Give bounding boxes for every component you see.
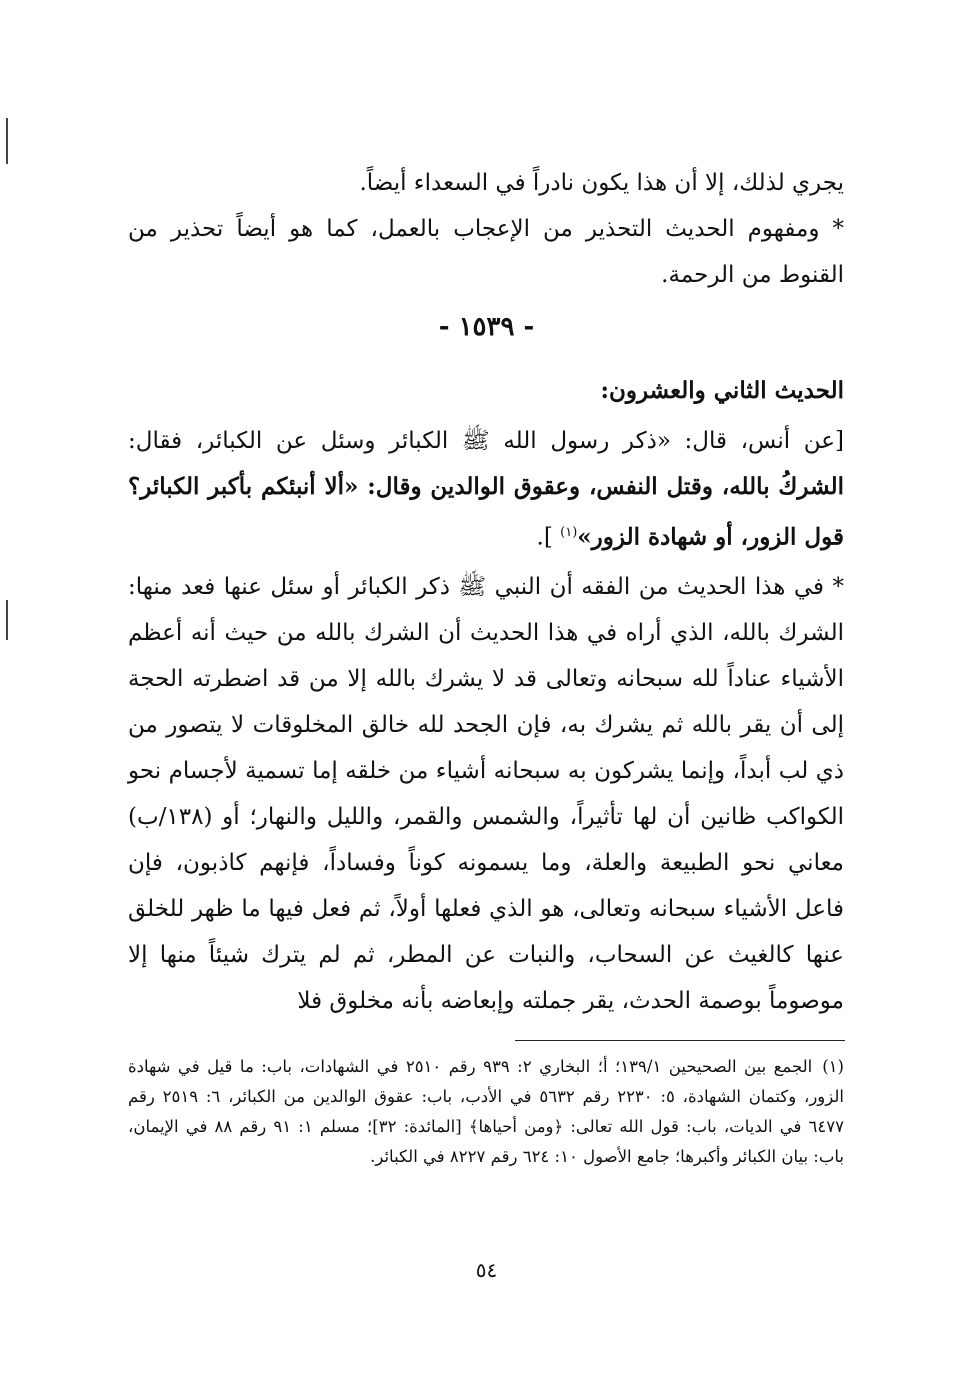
- paragraph-continuation: يجري لذلك، إلا أن هذا يكون نادراً في السعداء أيضاً.: [359, 170, 844, 196]
- commentary-paragraph: * في هذا الحديث من الفقه أن النبي ﷺ ذكر الكبائر أو سئل عنها فعد منها: الشرك بالله، الذي أراه في هذا الحديث أن الشرك بالله من حيث أنه أعظم الأشياء عناداً لله سبحانه وتعالى قد لا يشرك بالله إلا من قد اضطرته الحجة إلى أن يقر بالله ثم يشرك به، فإن الجحد لله خالق المخلوقات لا يتصور من ذي لب أبداً، وإنما يشركون به سبحانه أشياء من خلقه إما تسمية لأجسام نحو الكواكب ظانين أن لها تأثيراً، والشمس والقمر، والليل والنهار؛ أو (١٣٨/ب) معاني نحو الطبيعة والعلة، وما يسمونه كوناً وفساداً، فإنهم كاذبون، فإن فاعل الأشياء سبحانه وتعالى، هو الذي فعلها أولاً، ثم فعل فيها ما ظهر للخلق عنها كالغيث عن السحاب، والنبات عن المطر، ثم لم يترك شيئاً منها إلا موصوماً بوصمة الحدث، يقر جملته وإبعاضه بأنه مخلوق فلا: [128, 574, 845, 1014]
- section-title: الحديث الثاني والعشرون:: [600, 377, 844, 404]
- footnote-number: (١): [822, 1057, 844, 1076]
- hadith-bold-text: الشركُ بالله، وقتل النفس، وعقوق الوالدين وقال: «ألا أنبئكم بأكبر الكبائر؟ قول الزور، أو شهادة الزور»: [128, 473, 844, 551]
- scan-edge-line: [6, 600, 8, 640]
- footnote-reference: (١): [560, 525, 578, 540]
- hadith-number-heading: - ١٥٣٩ -: [438, 312, 535, 342]
- scan-edge-line: [6, 118, 8, 164]
- page-number: ٥٤: [475, 1258, 498, 1282]
- hadith-text: [128, 418, 844, 561]
- hadith-intro: [عن أنس، قال: «ذكر رسول الله ﷺ الكبائر وسئل عن الكبائر، فقال:: [128, 428, 844, 454]
- paragraph-concept: * ومفهوم الحديث التحذير من الإعجاب بالعمل، كما هو أيضاً تحذير من القنوط من الرحمة.: [128, 216, 844, 288]
- footnote-text: الجمع بين الصحيحين ١٣٩/١؛ أ؛ البخاري ٢: ٩٣٩ رقم ٢٥١٠ في الشهادات، باب: ما قيل في شهادة الزور، وكتمان الشهادة، ٥: ٢٢٣٠ رقم ٥٦٣٢ في الأدب، باب: عقوق الوالدين من الكبائر، ٦: ٢٥١٩ رقم ٦٤٧٧ في الديات، باب: قول الله تعالى: ﴿ومن أحياها﴾ [المائدة: ٣٢]؛ مسلم ١: ٩١ رقم ٨٨ في الإيمان، باب: بيان الكبائر وأكبرها؛ جامع الأصول ١٠: ٦٢٤ رقم ٨٢٢٧ في الكبائر.: [128, 1057, 844, 1166]
- top-paragraphs: [128, 160, 844, 298]
- footnote-separator: [515, 1040, 845, 1041]
- hadith-closing: ].: [536, 524, 561, 551]
- footnote: [128, 1052, 844, 1172]
